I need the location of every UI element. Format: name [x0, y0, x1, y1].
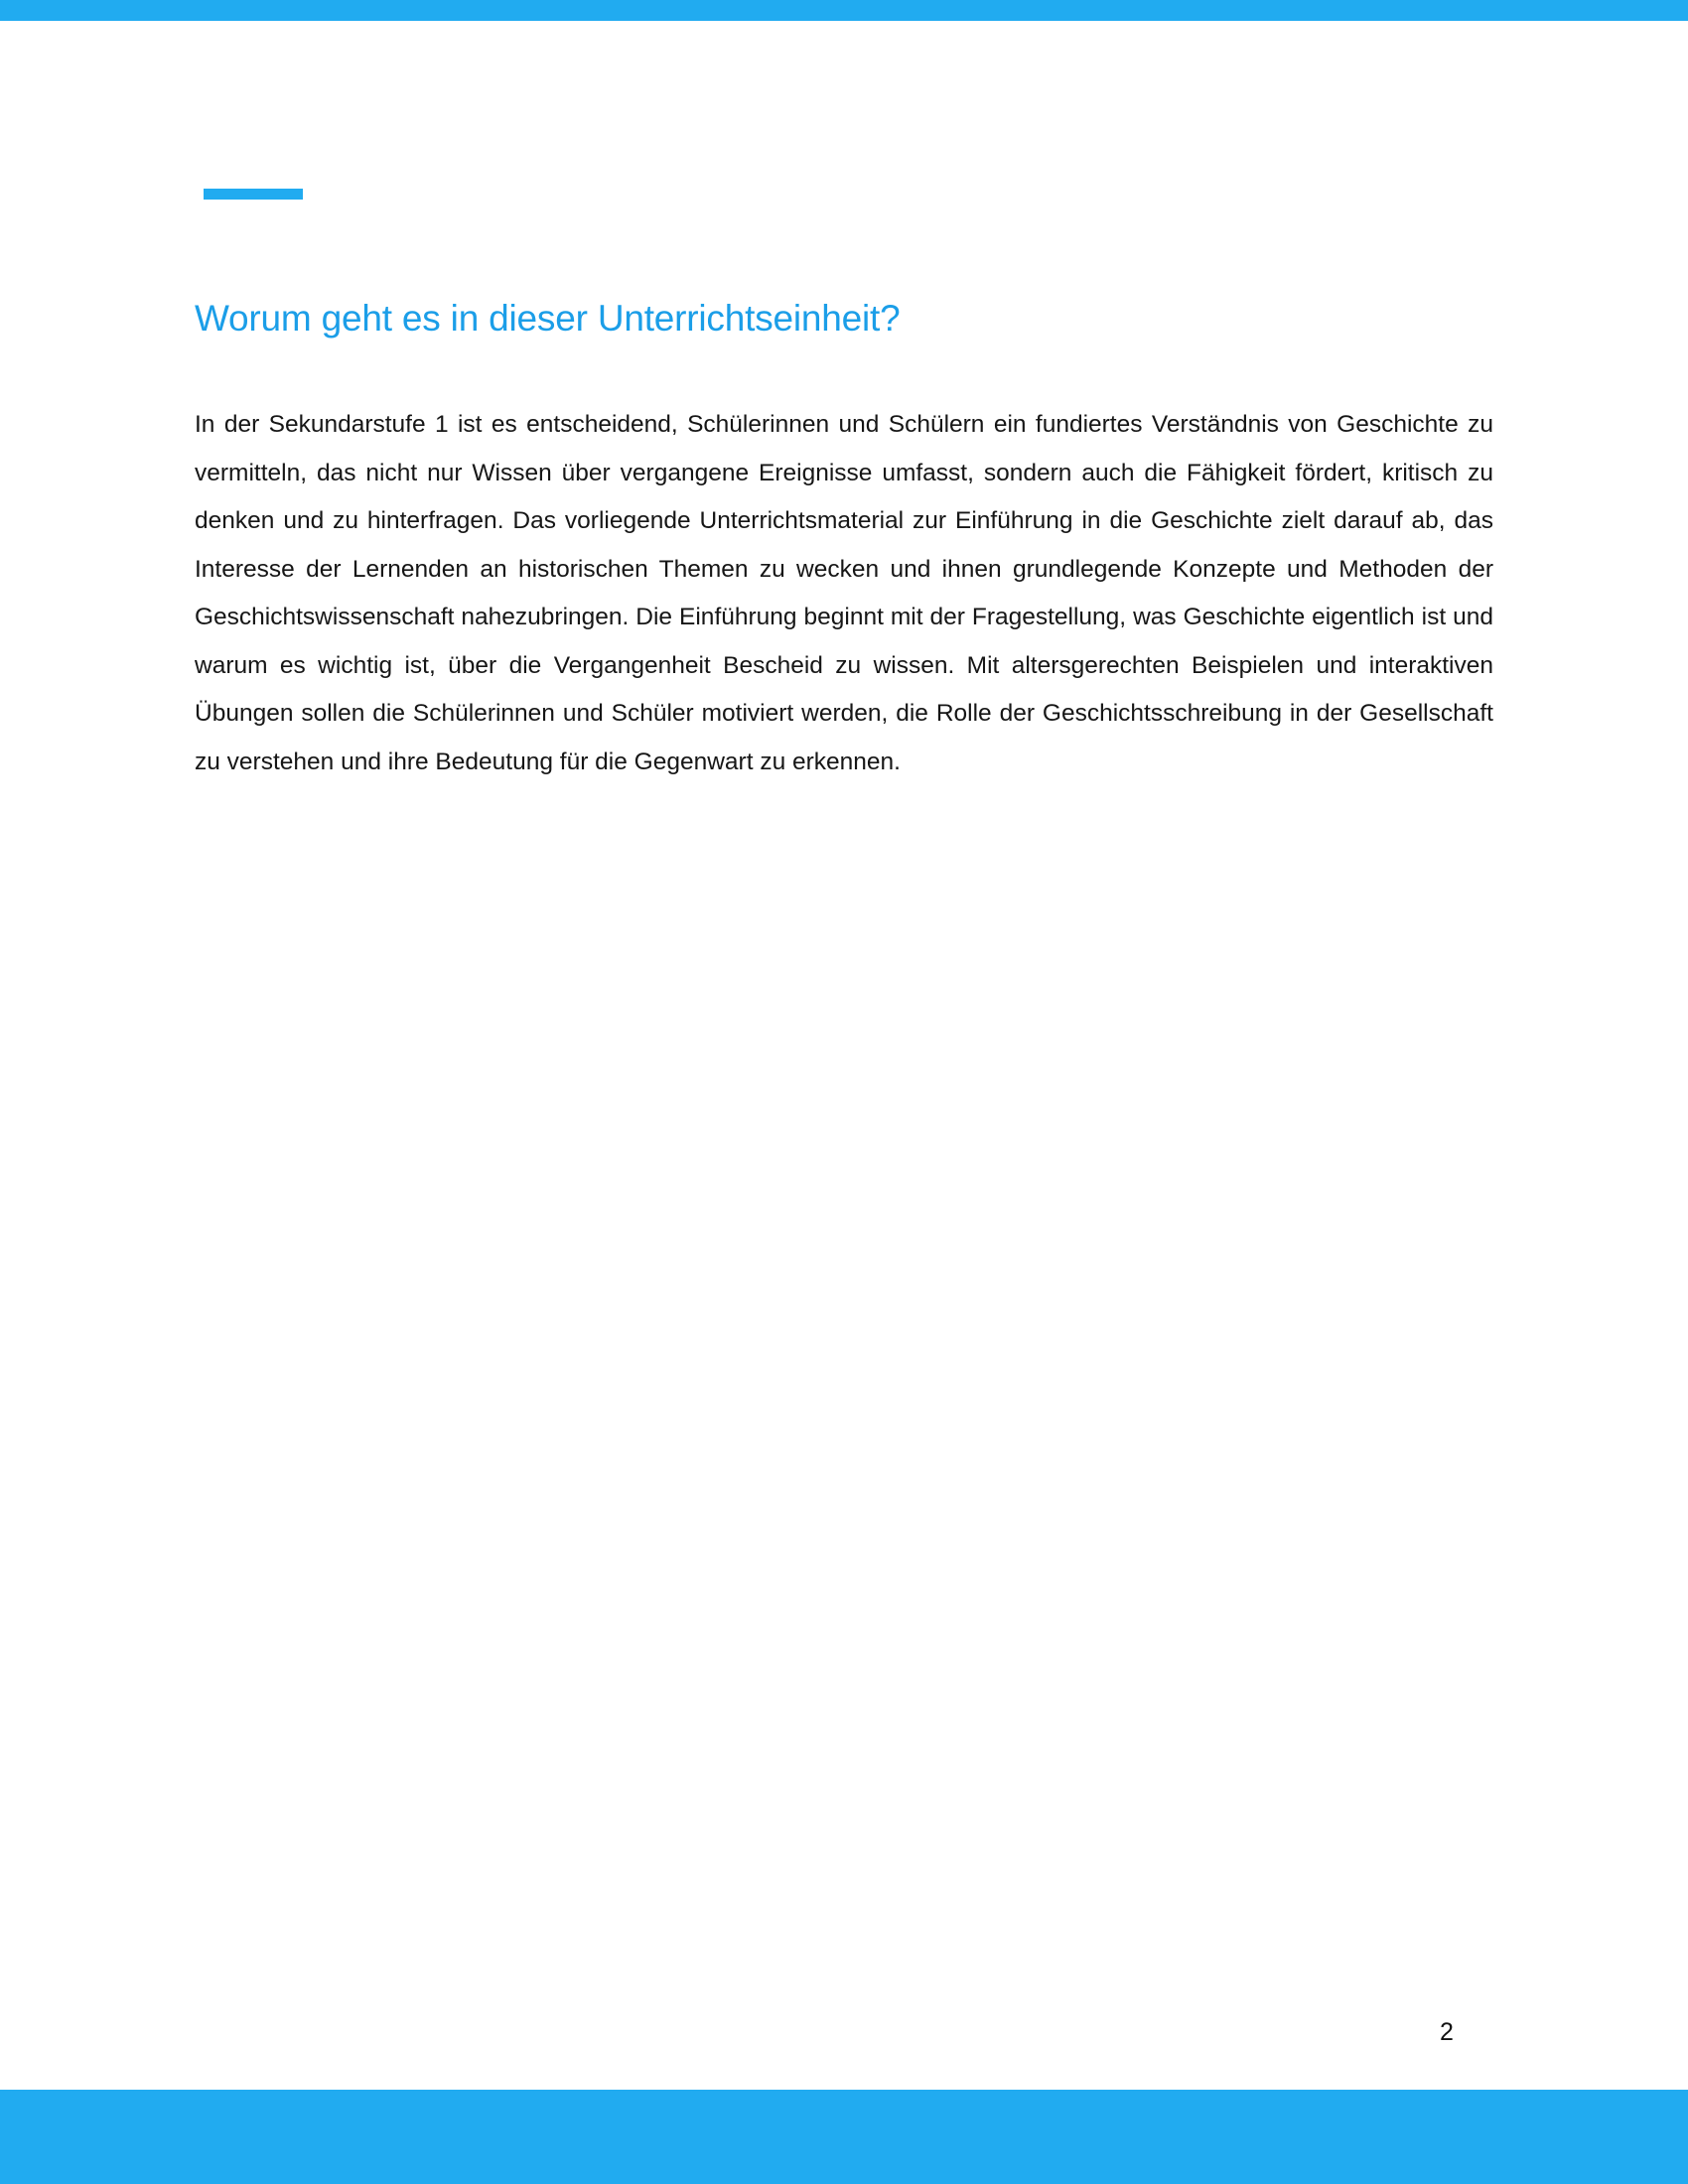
- bottom-brand-bar: [0, 2090, 1688, 2184]
- accent-rule: [204, 189, 303, 200]
- section-paragraph: In der Sekundarstufe 1 ist es entscheidend, Schülerinnen und Schülern ein fundiertes Verständnis von Geschichte zu vermitteln, das nicht nur Wissen über vergangene Ereignisse umfasst, sondern auch die Fähigkeit fördert, kritisch zu denken und zu hinterfragen. Das vorliegende Unterrichtsmaterial zur Einführung in die Geschichte zielt darauf ab, das Interesse der Lernenden an historischen Themen zu wecken und ihnen grundlegende Konzepte und Methoden der Geschichtswissenschaft nahezubringen. Die Einführung beginnt mit der Fragestellung, was Geschichte eigentlich ist und warum es wichtig ist, über die Vergangenheit Bescheid zu wissen. Mit altersgerechten Beispielen und interaktiven Übungen sollen die Schülerinnen und Schüler motiviert werden, die Rolle der Geschichtsschreibung in der Gesellschaft zu verstehen und ihre Bedeutung für die Gegenwart zu erkennen.: [195, 411, 1493, 775]
- top-brand-bar: [0, 0, 1688, 21]
- section-heading: Worum geht es in dieser Unterrichtseinheit?: [195, 298, 901, 339]
- page-number: 2: [1440, 2018, 1454, 2046]
